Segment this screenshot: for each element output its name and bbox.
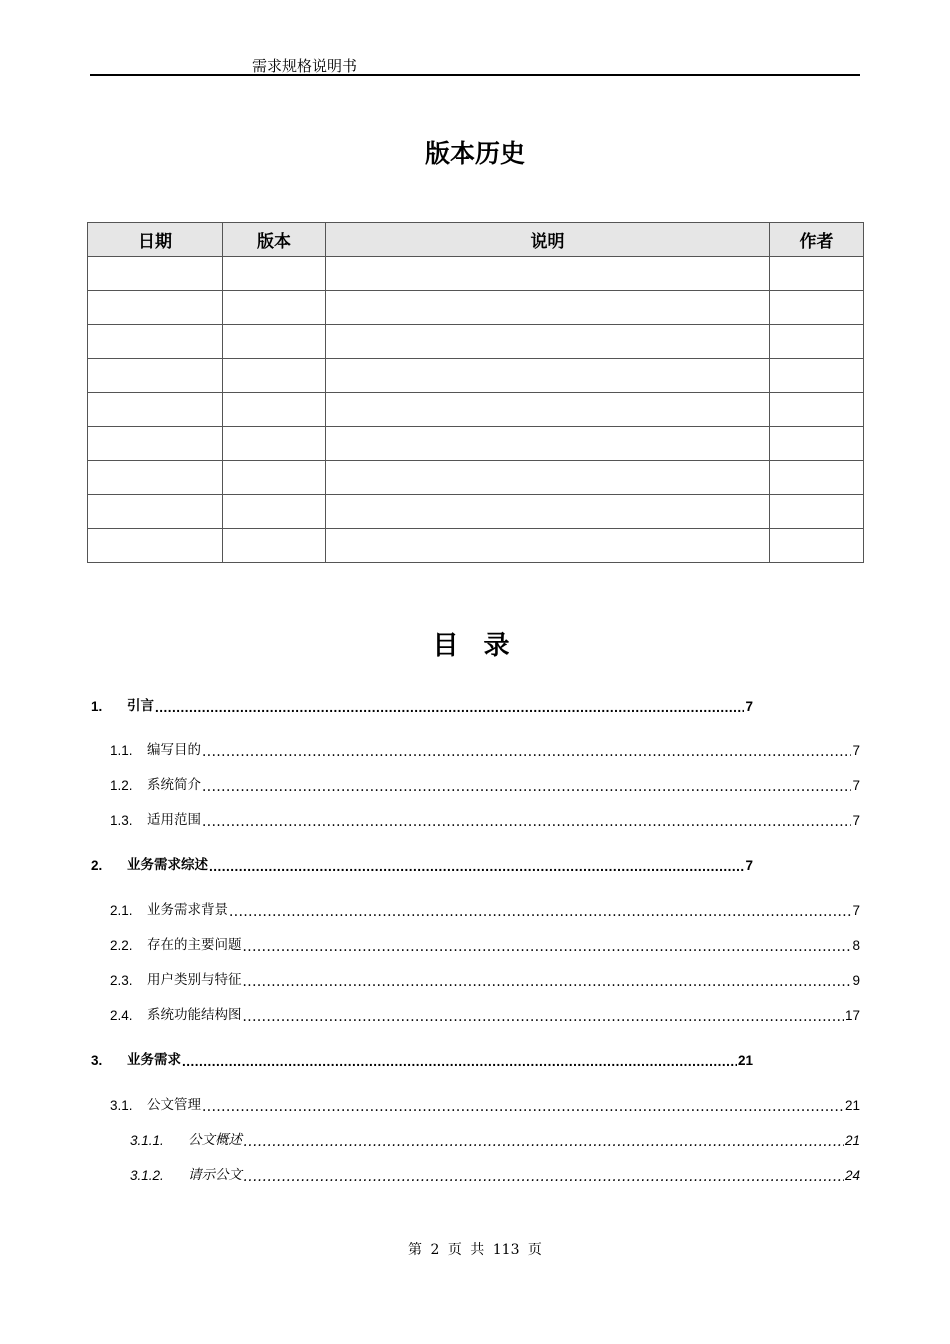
toc-entry-page: 7 xyxy=(852,813,860,828)
table-cell xyxy=(770,359,864,393)
table-cell xyxy=(88,325,223,359)
toc-entry-label: 系统简介 xyxy=(147,777,201,793)
toc-entry[interactable] xyxy=(130,1163,860,1183)
table-cell xyxy=(88,359,223,393)
toc-entry-number: 3.1. xyxy=(110,1098,133,1113)
toc-leader-dots xyxy=(209,861,744,873)
page-footer: 第 2 页 共 113 页 xyxy=(408,1242,542,1258)
toc-leader-dots xyxy=(202,1101,844,1113)
toc-entry-label: 业务需求综述 xyxy=(127,857,208,872)
toc-entry-page: 7 xyxy=(745,858,753,873)
table-cell xyxy=(223,393,326,427)
table-cell xyxy=(223,359,326,393)
table-row xyxy=(88,325,864,359)
toc-entry-label: 业务需求 xyxy=(127,1052,181,1067)
toc-entry-page: 7 xyxy=(852,743,860,758)
toc-leader-dots xyxy=(243,941,852,953)
table-row xyxy=(88,461,864,495)
toc-leader-dots xyxy=(202,781,851,793)
table-row xyxy=(88,393,864,427)
toc-entry[interactable] xyxy=(110,1003,860,1023)
table-row xyxy=(88,529,864,563)
table-cell xyxy=(223,427,326,461)
table-row xyxy=(88,427,864,461)
table-cell xyxy=(326,427,770,461)
toc-entry-label: 请示公文 xyxy=(188,1167,242,1183)
table-cell xyxy=(88,257,223,291)
toc-entry-label: 业务需求背景 xyxy=(147,902,228,918)
table-cell xyxy=(223,325,326,359)
toc-entry-number: 1.1. xyxy=(110,743,133,758)
table-cell xyxy=(770,291,864,325)
toc-entry-page: 8 xyxy=(852,938,860,953)
toc-entry-page: 21 xyxy=(737,1053,753,1068)
toc-entry[interactable] xyxy=(110,968,860,988)
table-cell xyxy=(223,529,326,563)
toc-entry-label: 引言 xyxy=(127,698,154,713)
table-header-row xyxy=(88,223,864,257)
toc-entry-number: 1.2. xyxy=(110,778,133,793)
table-row xyxy=(88,291,864,325)
table-cell xyxy=(223,257,326,291)
toc-entry-label: 用户类别与特征 xyxy=(147,972,242,988)
toc-leader-dots xyxy=(243,1011,844,1023)
table-cell xyxy=(88,291,223,325)
table-row xyxy=(88,257,864,291)
column-header-author: 作者 xyxy=(770,223,864,257)
toc-entry-page: 7 xyxy=(852,778,860,793)
version-history-title: 版本历史 xyxy=(424,139,525,168)
toc-entry-number: 2.4. xyxy=(110,1008,133,1023)
column-header-description: 说明 xyxy=(326,223,770,257)
table-cell xyxy=(326,461,770,495)
table-cell xyxy=(770,461,864,495)
toc-entry[interactable] xyxy=(110,808,860,828)
toc-entry-number: 1. xyxy=(91,699,103,714)
toc-entry-page: 7 xyxy=(745,699,753,714)
table-cell xyxy=(326,529,770,563)
toc-entry-number: 2.3. xyxy=(110,973,133,988)
version-history-table xyxy=(87,222,864,563)
column-header-date: 日期 xyxy=(88,223,223,257)
toc-entry-page: 7 xyxy=(852,903,860,918)
table-cell xyxy=(223,461,326,495)
toc-leader-dots xyxy=(155,702,744,714)
toc-entry-page: 24 xyxy=(844,1168,860,1183)
table-cell xyxy=(770,257,864,291)
toc-leader-dots xyxy=(182,1056,737,1068)
toc-entry-label: 公文概述 xyxy=(188,1132,242,1148)
toc-entry-label: 存在的主要问题 xyxy=(147,937,242,953)
column-header-version: 版本 xyxy=(223,223,326,257)
table-cell xyxy=(223,291,326,325)
toc-entry-label: 公文管理 xyxy=(147,1097,201,1113)
header-rule xyxy=(90,74,860,76)
table-cell xyxy=(88,461,223,495)
toc-entry-label: 编写目的 xyxy=(147,742,201,758)
toc-entry[interactable] xyxy=(110,933,860,953)
toc-entry-label: 适用范围 xyxy=(147,812,201,828)
table-cell xyxy=(326,393,770,427)
toc-leader-dots xyxy=(229,906,851,918)
table-cell xyxy=(88,495,223,529)
toc-entry-number: 2.1. xyxy=(110,903,133,918)
toc-entry-page: 21 xyxy=(844,1098,860,1113)
toc-entry[interactable] xyxy=(91,1048,753,1068)
table-cell xyxy=(223,495,326,529)
table-cell xyxy=(326,325,770,359)
table-cell xyxy=(326,257,770,291)
table-cell xyxy=(770,495,864,529)
table-cell xyxy=(326,291,770,325)
table-cell xyxy=(326,359,770,393)
toc-leader-dots xyxy=(243,1136,844,1148)
toc-entry-number: 3.1.1. xyxy=(130,1133,164,1148)
table-cell xyxy=(326,495,770,529)
toc-entry-number: 1.3. xyxy=(110,813,133,828)
toc-entry[interactable] xyxy=(110,773,860,793)
toc-entry-number: 3.1.2. xyxy=(130,1168,164,1183)
table-row xyxy=(88,495,864,529)
table-cell xyxy=(770,325,864,359)
toc-leader-dots xyxy=(202,746,851,758)
table-cell xyxy=(770,427,864,461)
toc-entry-page: 9 xyxy=(852,973,860,988)
toc-entry-page: 17 xyxy=(844,1008,860,1023)
toc-entry[interactable] xyxy=(110,1093,860,1113)
toc-entry-number: 3. xyxy=(91,1053,103,1068)
toc-entry[interactable] xyxy=(91,853,753,873)
toc-entry-label: 系统功能结构图 xyxy=(147,1007,242,1023)
table-row xyxy=(88,359,864,393)
toc-entry[interactable] xyxy=(110,898,860,918)
toc-leader-dots xyxy=(202,816,851,828)
toc-entry[interactable] xyxy=(91,694,753,714)
toc-leader-dots xyxy=(243,1171,844,1183)
toc-entry[interactable] xyxy=(110,738,860,758)
table-cell xyxy=(770,529,864,563)
running-header-title: 需求规格说明书 xyxy=(252,57,358,75)
toc-leader-dots xyxy=(243,976,852,988)
table-cell xyxy=(88,427,223,461)
toc-title: 目 录 xyxy=(432,631,518,661)
toc-entry-page: 21 xyxy=(844,1133,860,1148)
toc-entry-number: 2.2. xyxy=(110,938,133,953)
table-cell xyxy=(770,393,864,427)
table-cell xyxy=(88,393,223,427)
toc-entry-number: 2. xyxy=(91,858,103,873)
table-cell xyxy=(88,529,223,563)
toc-entry[interactable] xyxy=(130,1128,860,1148)
